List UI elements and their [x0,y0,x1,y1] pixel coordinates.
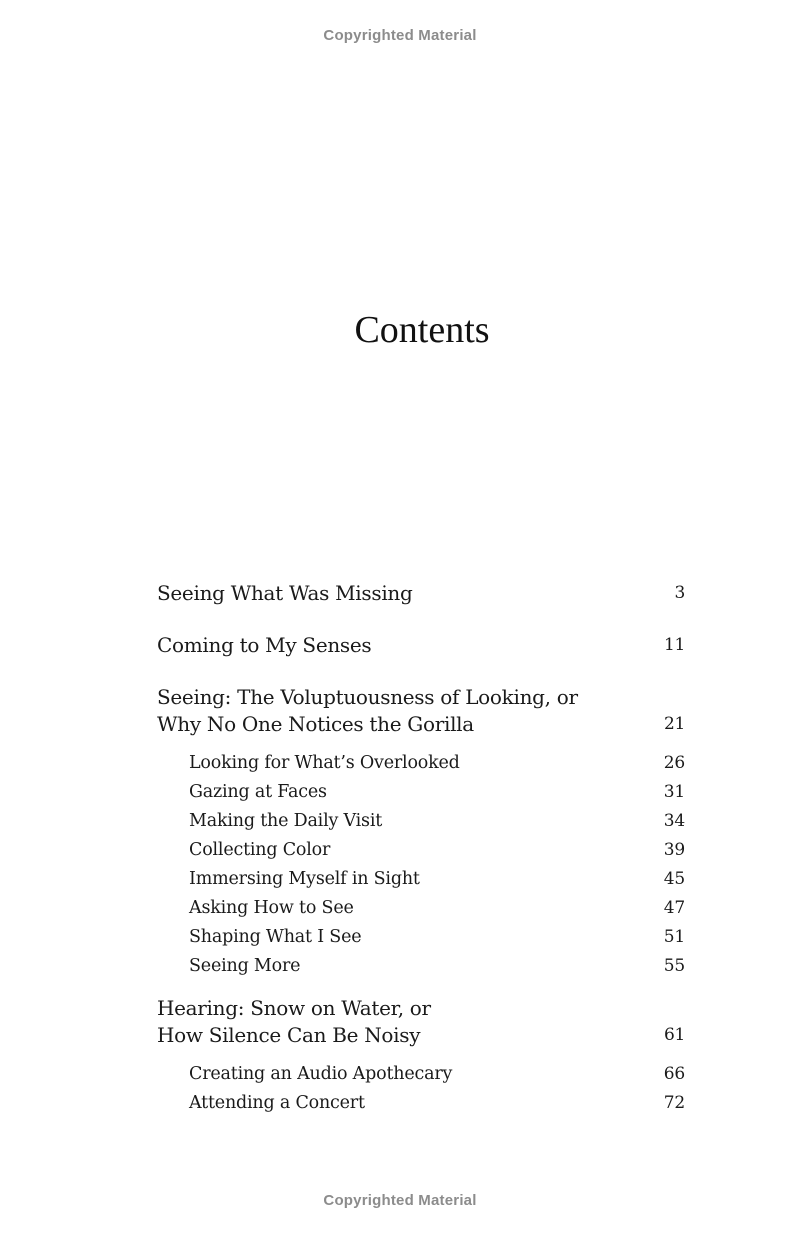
chapter-title-line: Why No One Notices the Gorilla [157,712,474,736]
toc-section[interactable] [157,1089,685,1118]
section-title: Attending a Concert [189,1093,365,1113]
chapter-title: Coming to My Senses [157,633,372,657]
toc-section[interactable] [157,807,685,836]
chapter-title-line: Hearing: Snow on Water, or [157,996,431,1020]
section-title: Immersing Myself in Sight [189,869,420,889]
toc-chapter[interactable] [157,995,685,1049]
toc-section[interactable] [157,778,685,807]
page-number: 26 [663,753,685,773]
page-number: 61 [663,1025,685,1045]
section-title: Making the Daily Visit [189,811,383,831]
page-number: 55 [663,956,685,976]
section-title: Seeing More [189,956,301,976]
toc-section[interactable] [157,894,685,923]
table-of-contents [157,580,685,1132]
section-title: Asking How to See [189,898,354,918]
page-number: 66 [663,1064,685,1084]
page-number: 21 [663,714,685,734]
copyright-watermark-top: Copyrighted Material [323,27,477,44]
toc-section[interactable] [157,923,685,952]
toc-section[interactable] [157,749,685,778]
toc-chapter[interactable] [157,684,685,738]
section-title: Gazing at Faces [189,782,327,802]
section-list [157,749,685,981]
section-list [157,1060,685,1118]
toc-chapter[interactable] [157,580,685,607]
toc-section[interactable] [157,836,685,865]
toc-section[interactable] [157,865,685,894]
page-number: 34 [663,811,685,831]
page-number: 51 [663,927,685,947]
copyright-watermark-bottom: Copyrighted Material [323,1192,477,1209]
page-number: 72 [663,1093,685,1113]
toc-section[interactable] [157,1060,685,1089]
section-title: Creating an Audio Apothecary [189,1064,453,1084]
section-title: Collecting Color [189,840,331,860]
toc-chapter[interactable] [157,632,685,659]
page-number: 11 [663,635,685,655]
page-number: 3 [674,583,685,603]
page-number: 47 [663,898,685,918]
page-number: 39 [663,840,685,860]
toc-section[interactable] [157,952,685,981]
chapter-title-line: How Silence Can Be Noisy [157,1023,421,1047]
page-number: 31 [663,782,685,802]
chapter-title-line: Seeing: The Voluptuousness of Looking, or [157,685,578,709]
section-title: Shaping What I See [189,927,362,947]
section-title: Looking for What’s Overlooked [189,753,460,773]
chapter-title: Seeing What Was Missing [157,581,413,605]
page-number: 45 [663,869,685,889]
page-title: Contents [354,309,490,351]
